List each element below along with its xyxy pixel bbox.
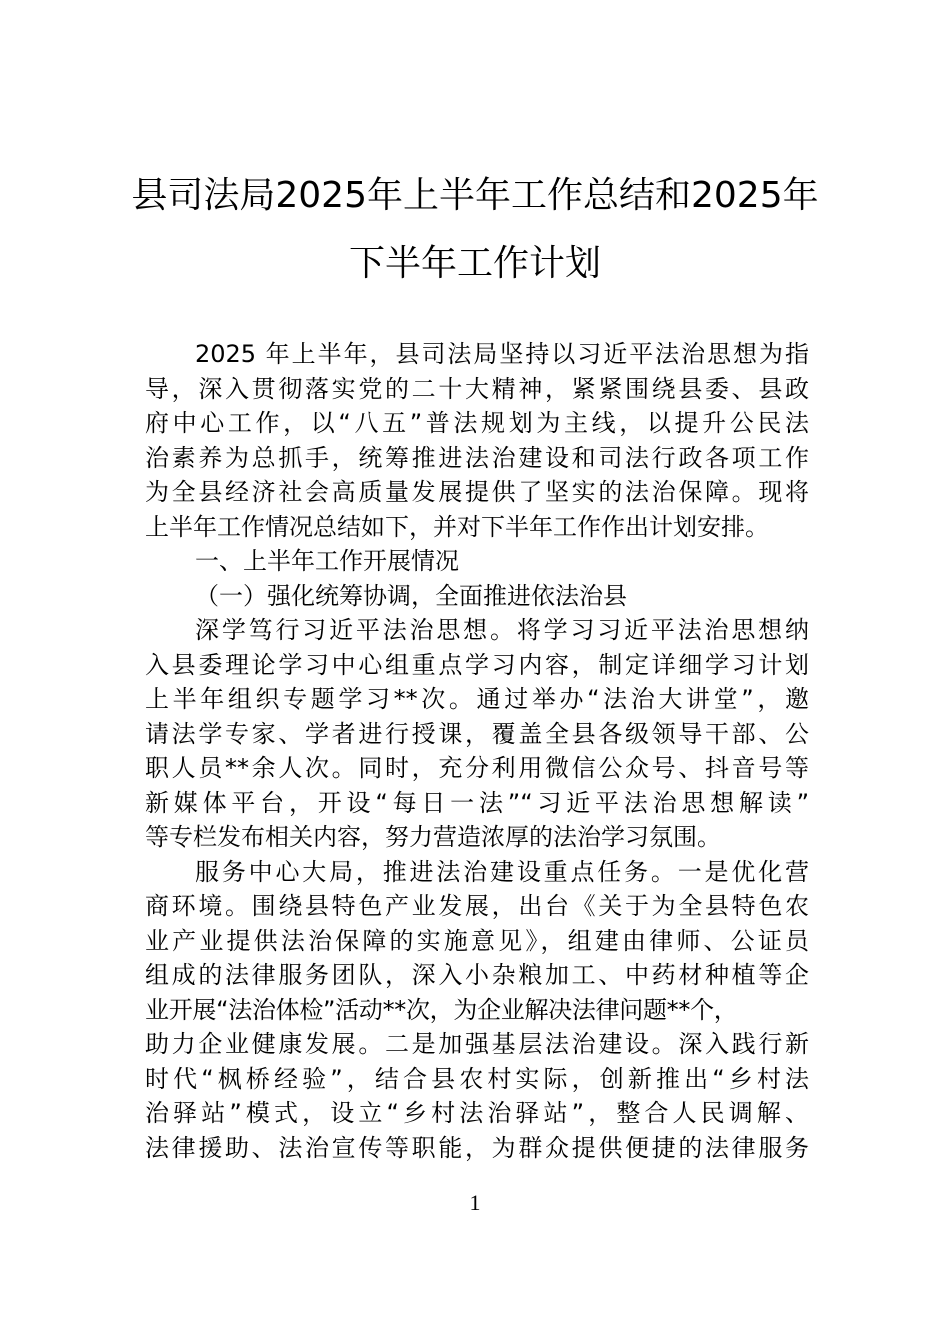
body-line: 请法学专家、学者进行授课，覆盖全县各级领导干部、公 [145, 719, 809, 748]
body-line: 组成的法律服务团队，深入小杂粮加工、中药材种植等企 [145, 961, 809, 989]
page-number: 1 [469, 1190, 481, 1215]
body-line: 入县委理论学习中心组重点学习内容，制定详细学习计划 [145, 650, 809, 679]
section-heading: 一、上半年工作开展情况 [195, 547, 459, 575]
body-line: 导，深入贯彻落实党的二十大精神，紧紧围绕县委、县政 [145, 374, 809, 403]
body-line: 治驿站”模式，设立“乡村法治驿站”，整合人民调解、 [145, 1099, 809, 1127]
body-line: 等专栏发布相关内容，努力营造浓厚的法治学习氛围。 [145, 823, 721, 851]
body-line: 深学笃行习近平法治思想。将学习习近平法治思想纳 [195, 616, 809, 644]
body-line: 2025 年上半年，县司法局坚持以习近平法治思想为指 [195, 340, 809, 368]
body-line: 新媒体平台，开设“每日一法”“习近平法治思想解读” [145, 788, 809, 817]
document-title-line-1: 县司法局2025年上半年工作总结和2025年 [131, 175, 819, 216]
document-body [145, 337, 809, 1165]
body-line: 府中心工作，以“八五”普法规划为主线，以提升公民法 [145, 409, 809, 437]
body-line: 职人员**余人次。同时，充分利用微信公众号、抖音号等 [145, 754, 809, 782]
body-line: 为全县经济社会高质量发展提供了坚实的法治保障。现将 [145, 478, 809, 506]
body-line: 上半年工作情况总结如下，并对下半年工作作出计划安排。 [145, 512, 769, 541]
body-line: 商环境。围绕县特色产业发展，出台《关于为全县特色农 [145, 892, 809, 920]
body-line: 业产业提供法治保障的实施意见》，组建由律师、公证员 [145, 926, 809, 955]
body-line: 时代“枫桥经验”，结合县农村实际，创新推出“乡村法 [145, 1064, 809, 1093]
body-line: 上半年组织专题学习**次。通过举办“法治大讲堂”，邀 [145, 685, 809, 713]
document-title-line-2: 下半年工作计划 [348, 243, 601, 284]
body-line: 业开展“法治体检”活动**次，为企业解决法律问题**个， [145, 995, 738, 1024]
body-line: 法律援助、法治宣传等职能，为群众提供便捷的法律服务 [145, 1133, 809, 1162]
body-line: 服务中心大局，推进法治建设重点任务。一是优化营 [195, 857, 809, 886]
body-line: 助力企业健康发展。二是加强基层法治建设。深入践行新 [145, 1030, 809, 1058]
body-line: 治素养为总抓手，统筹推进法治建设和司法行政各项工作 [145, 443, 809, 472]
subsection-heading: （一）强化统筹协调，全面推进依法治县 [195, 581, 627, 610]
